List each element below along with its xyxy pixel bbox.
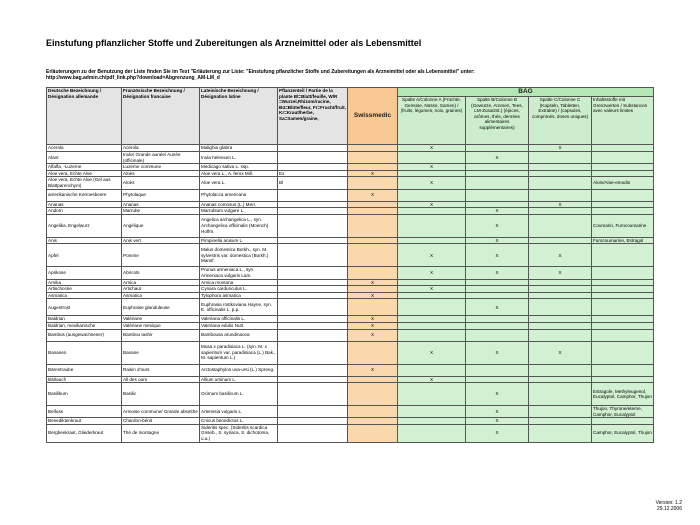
cell-de: Alfalfa, -Luzerne xyxy=(47,164,122,171)
cell-d xyxy=(592,189,654,201)
cell-lat: Arnica montana xyxy=(200,279,278,286)
cell-lat: Angelica archangelica L., syn. Archangelica officinalis (Moench) Hoffm. xyxy=(200,214,278,237)
cell-part xyxy=(278,383,348,406)
cell-part xyxy=(278,292,348,299)
cell-b xyxy=(466,316,529,323)
cell-part xyxy=(278,418,348,425)
cell-b xyxy=(466,164,529,171)
cell-b: X xyxy=(466,237,529,244)
cell-c xyxy=(529,214,592,237)
cell-d: Aloin/Aloe-emodin xyxy=(592,177,654,189)
cell-lat: Marrubium vulgare L. xyxy=(200,208,278,215)
cell-d xyxy=(592,292,654,299)
cell-sm: X xyxy=(348,322,398,329)
cell-a xyxy=(398,189,466,201)
table-row xyxy=(47,267,654,279)
cell-a: X xyxy=(398,145,466,152)
cell-part: Bl xyxy=(278,177,348,189)
cell-c xyxy=(529,170,592,177)
cell-b: X xyxy=(466,214,529,237)
cell-b xyxy=(466,286,529,293)
cell-c xyxy=(529,299,592,316)
cell-part: Ex xyxy=(278,170,348,177)
table-row xyxy=(47,286,654,293)
cell-lat: Valeriana officinalis L. xyxy=(200,316,278,323)
header-col-d: Inhaltsstoffe mit Grenzwerten / Substances avec valeurs limites xyxy=(592,97,654,145)
cell-part xyxy=(278,244,348,267)
classification-table xyxy=(46,87,654,443)
table-row xyxy=(47,299,654,316)
header-lat: Lateinische Bezeichnung / Désignation latine xyxy=(200,88,278,145)
table-row xyxy=(47,237,654,244)
table-row xyxy=(47,424,654,442)
cell-de: Aloe vera, Echte Aloe xyxy=(47,170,122,177)
cell-d xyxy=(592,299,654,316)
cell-de: Apfel xyxy=(47,244,122,267)
cell-b: X xyxy=(466,424,529,442)
header-fr: Französische Bezeichnung / Désignation francaise xyxy=(122,88,200,145)
cell-c: X xyxy=(529,201,592,208)
cell-sm xyxy=(348,164,398,171)
cell-part xyxy=(278,286,348,293)
cell-a: X xyxy=(398,201,466,208)
cell-fr: Armoise commune/ Grande absinthe xyxy=(122,406,200,418)
cell-fr: Bambou tashir xyxy=(122,329,200,341)
cell-b xyxy=(466,279,529,286)
cell-a xyxy=(398,152,466,164)
cell-c: X xyxy=(529,145,592,152)
cell-b xyxy=(466,292,529,299)
cell-fr: Aloès xyxy=(122,170,200,177)
cell-fr: Asmatica xyxy=(122,292,200,299)
cell-lat: Euphrasia rostkoviana Hayne, syn. E. officinalis L. p.p. xyxy=(200,299,278,316)
cell-part xyxy=(278,322,348,329)
cell-a xyxy=(398,364,466,376)
cell-c xyxy=(529,292,592,299)
cell-d: Thujon, Thyrone/eterne, Camphor, Eucalyptol xyxy=(592,406,654,418)
cell-sm: X xyxy=(348,364,398,376)
cell-d xyxy=(592,201,654,208)
cell-b: X xyxy=(466,406,529,418)
table-row xyxy=(47,406,654,418)
cell-c xyxy=(529,424,592,442)
cell-de: Bärentraube xyxy=(47,364,122,376)
table-row xyxy=(47,383,654,406)
table-row xyxy=(47,164,654,171)
table-row xyxy=(47,214,654,237)
cell-fr: Acérola xyxy=(122,145,200,152)
cell-d xyxy=(592,170,654,177)
cell-a xyxy=(398,292,466,299)
cell-sm xyxy=(348,418,398,425)
cell-lat: Ananas comosus (L.) Merr. xyxy=(200,201,278,208)
cell-sm xyxy=(348,383,398,406)
cell-a xyxy=(398,322,466,329)
cell-lat: Arctostaphylos uva-ursi (L.) Spreng. xyxy=(200,364,278,376)
cell-c: X xyxy=(529,341,592,364)
cell-fr: Ananas xyxy=(122,201,200,208)
table-row xyxy=(47,145,654,152)
table-row xyxy=(47,316,654,323)
cell-a xyxy=(398,237,466,244)
cell-c xyxy=(529,376,592,383)
table-row xyxy=(47,341,654,364)
cell-fr: Luzerne commune xyxy=(122,164,200,171)
cell-c xyxy=(529,329,592,341)
page-title: Einstufung pflanzlicher Stoffe und Zubereitungen als Arzneimittel oder als Lebensmittel xyxy=(46,38,422,48)
cell-c xyxy=(529,406,592,418)
cell-sm xyxy=(348,299,398,316)
cell-d xyxy=(592,329,654,341)
cell-c xyxy=(529,164,592,171)
cell-lat: Malighia glabra xyxy=(200,145,278,152)
cell-d xyxy=(592,208,654,215)
cell-fr: Angélique xyxy=(122,214,200,237)
cell-c xyxy=(529,322,592,329)
cell-b xyxy=(466,376,529,383)
cell-d xyxy=(592,164,654,171)
table-row xyxy=(47,364,654,376)
cell-fr: Thé de montagne xyxy=(122,424,200,442)
cell-a: X xyxy=(398,286,466,293)
cell-b: X xyxy=(466,299,529,316)
cell-a xyxy=(398,214,466,237)
cell-fr: Pomme xyxy=(122,244,200,267)
cell-lat: Medicago sativa L. ssp. xyxy=(200,164,278,171)
cell-b xyxy=(466,364,529,376)
cell-lat: Pimpinella anisum L. xyxy=(200,237,278,244)
cell-d xyxy=(592,316,654,323)
cell-b: X xyxy=(466,418,529,425)
cell-d xyxy=(592,322,654,329)
cell-c xyxy=(529,364,592,376)
intro-link[interactable]: http://www.bag.admin.ch/pdf_link.php?download=Abgrenzung_AM-LM_d xyxy=(46,75,220,81)
cell-de: Bananen xyxy=(47,341,122,364)
cell-sm xyxy=(348,214,398,237)
table-row xyxy=(47,170,654,177)
cell-part xyxy=(278,152,348,164)
cell-sm xyxy=(348,201,398,208)
cell-a xyxy=(398,329,466,341)
cell-c xyxy=(529,189,592,201)
cell-de: Asmatica xyxy=(47,292,122,299)
cell-a: X xyxy=(398,164,466,171)
cell-a xyxy=(398,316,466,323)
cell-sm: X xyxy=(348,170,398,177)
cell-de: Aloe vera, Echte Aloe (Gel aus Blattparenchym) xyxy=(47,177,122,189)
cell-a xyxy=(398,170,466,177)
cell-part xyxy=(278,364,348,376)
cell-de: Anis xyxy=(47,237,122,244)
cell-lat: Musa x paradisiaca L. (syn. M. x sapientum var. paradisiaca (L.) Bak., M. sapientum L.) xyxy=(200,341,278,364)
cell-de: Angelika, Engelwurz xyxy=(47,214,122,237)
cell-de: Beifuss xyxy=(47,406,122,418)
table-row xyxy=(47,244,654,267)
cell-d xyxy=(592,279,654,286)
cell-lat: Cnicus benedictus L. xyxy=(200,418,278,425)
table-row xyxy=(47,201,654,208)
cell-lat: Allium ursinum L. xyxy=(200,376,278,383)
cell-b xyxy=(466,329,529,341)
cell-fr: All des ours xyxy=(122,376,200,383)
cell-de: Bergbeekraut, Gliederkraut xyxy=(47,424,122,442)
cell-d: Estragole, Methyleugenol, Eucalyptol, Camphor, Thujon xyxy=(592,383,654,406)
cell-d xyxy=(592,145,654,152)
cell-part xyxy=(278,201,348,208)
cell-a xyxy=(398,299,466,316)
cell-sm xyxy=(348,267,398,279)
cell-fr: Aloès xyxy=(122,177,200,189)
cell-de: Ananas xyxy=(47,201,122,208)
cell-a: X xyxy=(398,341,466,364)
cell-lat: Prunus armeniaca L., syn. Armeniaca vulgaris Lam. xyxy=(200,267,278,279)
cell-c xyxy=(529,279,592,286)
cell-sm xyxy=(348,208,398,215)
cell-fr: Inule/ Grande aunée/ Aunée (officinale) xyxy=(122,152,200,164)
cell-b: X xyxy=(466,244,529,267)
cell-lat: Inula helenium L. xyxy=(200,152,278,164)
cell-part xyxy=(278,189,348,201)
cell-de: Bambus (ausgewachsener) xyxy=(47,329,122,341)
cell-part xyxy=(278,316,348,323)
cell-a: X xyxy=(398,376,466,383)
cell-c xyxy=(529,418,592,425)
header-part: Pflanzenteil / Partie de la plante Bl=Blatt/feuille, W/R =Wurzel,Rhizom/racine, Bü=Blüte/fleur, Fr=Frucht/fruit, Kr=Kraut/herbe, Sa=Samen/graine, xyxy=(278,88,348,145)
cell-de: Alant xyxy=(47,152,122,164)
table-row xyxy=(47,177,654,189)
cell-c xyxy=(529,177,592,189)
cell-d xyxy=(592,267,654,279)
table-row xyxy=(47,322,654,329)
cell-sm xyxy=(348,237,398,244)
cell-d: Coumarin, Furocoumarine xyxy=(592,214,654,237)
cell-b: X xyxy=(466,267,529,279)
cell-b: X xyxy=(466,152,529,164)
header-swissmedic: Swissmedic xyxy=(348,88,398,145)
cell-sm: X xyxy=(348,316,398,323)
version-label: Version: 1.2 xyxy=(655,500,682,506)
cell-b: X xyxy=(466,341,529,364)
cell-a xyxy=(398,424,466,442)
cell-fr: Chardon-bénit xyxy=(122,418,200,425)
cell-fr: Raisin d'ours xyxy=(122,364,200,376)
cell-fr: Valériane xyxy=(122,316,200,323)
cell-d xyxy=(592,244,654,267)
cell-lat: Aloe vera L., A. ferox Mill. xyxy=(200,170,278,177)
cell-de: Augentrost xyxy=(47,299,122,316)
header-col-b: Spalte B/Colonne B (Gewürze, Aromen, Tees, LM-Zusatzst.) (épices, arômes, thés, denrées alimentaires supplémentaires) xyxy=(466,97,529,145)
cell-b xyxy=(466,189,529,201)
cell-b xyxy=(466,170,529,177)
cell-part xyxy=(278,164,348,171)
cell-sm xyxy=(348,406,398,418)
cell-c xyxy=(529,316,592,323)
cell-sm xyxy=(348,145,398,152)
cell-sm xyxy=(348,424,398,442)
cell-de: Artischocke xyxy=(47,286,122,293)
cell-part xyxy=(278,341,348,364)
cell-lat: Tylophora asmatica xyxy=(200,292,278,299)
cell-sm xyxy=(348,152,398,164)
cell-fr: Basilic xyxy=(122,383,200,406)
cell-lat: Malus domestica Borkh., syn. M. sylvestris var. domestica (Borkh.) Mansf. xyxy=(200,244,278,267)
cell-lat: Aloe vera L. xyxy=(200,177,278,189)
cell-part xyxy=(278,406,348,418)
cell-fr: Euphraise glanduleuse xyxy=(122,299,200,316)
cell-d xyxy=(592,364,654,376)
version-date: 29.12.2006 xyxy=(656,506,682,512)
cell-d xyxy=(592,341,654,364)
cell-fr: Valériane mexique xyxy=(122,322,200,329)
cell-b xyxy=(466,201,529,208)
cell-de: Aprikose xyxy=(47,267,122,279)
cell-a xyxy=(398,383,466,406)
cell-de: Baldrian xyxy=(47,316,122,323)
cell-sm: X xyxy=(348,292,398,299)
cell-sm xyxy=(348,177,398,189)
cell-part xyxy=(278,237,348,244)
cell-c xyxy=(529,208,592,215)
cell-sm: X xyxy=(348,279,398,286)
cell-c xyxy=(529,286,592,293)
cell-a xyxy=(398,208,466,215)
cell-b xyxy=(466,145,529,152)
cell-lat: Cynara cardunculus L. xyxy=(200,286,278,293)
cell-b xyxy=(466,177,529,189)
table-row xyxy=(47,329,654,341)
cell-sm: X xyxy=(348,189,398,201)
table-row xyxy=(47,152,654,164)
cell-de: Arnika xyxy=(47,279,122,286)
cell-part xyxy=(278,424,348,442)
cell-a: X xyxy=(398,244,466,267)
cell-de: Benediktenkraut xyxy=(47,418,122,425)
cell-fr: Anis vert xyxy=(122,237,200,244)
cell-de: amerikanische Kermesbeere xyxy=(47,189,122,201)
cell-b: X xyxy=(466,383,529,406)
table-row xyxy=(47,418,654,425)
cell-part xyxy=(278,329,348,341)
table-row xyxy=(47,279,654,286)
cell-sm: X xyxy=(348,329,398,341)
cell-lat: Artemisia vulgaris L. xyxy=(200,406,278,418)
cell-lat: Phytolacca americana xyxy=(200,189,278,201)
cell-de: Baldrian, mexikanische xyxy=(47,322,122,329)
cell-d: Furocoumarine, Estragol xyxy=(592,237,654,244)
cell-a: X xyxy=(398,267,466,279)
table-row xyxy=(47,208,654,215)
cell-fr: Phytolaque xyxy=(122,189,200,201)
cell-de: Bärlauch xyxy=(47,376,122,383)
cell-a xyxy=(398,406,466,418)
cell-sm xyxy=(348,376,398,383)
cell-part xyxy=(278,267,348,279)
cell-part xyxy=(278,214,348,237)
cell-c: X xyxy=(529,267,592,279)
cell-sm xyxy=(348,341,398,364)
intro-line: Erläuterungen zu der Benutzung der Liste finden Sie im Text "Erläuterung zur Liste: "Einstufung pflanzlicher Stoffe und Zubereitungen als Arzneimittel oder als Lebensmittel" unter: xyxy=(46,69,475,75)
footer xyxy=(622,500,682,512)
cell-a xyxy=(398,418,466,425)
cell-sm xyxy=(348,244,398,267)
cell-part xyxy=(278,376,348,383)
cell-lat: Valeriana edulis Nutt. xyxy=(200,322,278,329)
cell-lat: Bambousa arundinacea xyxy=(200,329,278,341)
intro-text xyxy=(46,69,606,81)
cell-d: Camphor, Eucalyptol, Thujon xyxy=(592,424,654,442)
cell-de: Andorn xyxy=(47,208,122,215)
cell-fr: Artichaut xyxy=(122,286,200,293)
cell-fr: Marrube xyxy=(122,208,200,215)
cell-lat: Sideritis spec. (Sideritis scardica Griseb., S. syriaca, S. dichotoma, u.a.) xyxy=(200,424,278,442)
table-row xyxy=(47,376,654,383)
table-row xyxy=(47,292,654,299)
cell-d xyxy=(592,418,654,425)
cell-c: X xyxy=(529,244,592,267)
cell-b: X xyxy=(466,208,529,215)
cell-d xyxy=(592,376,654,383)
cell-fr: Arnica xyxy=(122,279,200,286)
cell-c xyxy=(529,383,592,406)
header-bag: BAG xyxy=(398,88,654,97)
cell-c xyxy=(529,237,592,244)
header-de: Deutsche Bezeichnung / Désignation allemande xyxy=(47,88,122,145)
cell-b xyxy=(466,322,529,329)
cell-part xyxy=(278,279,348,286)
cell-part xyxy=(278,145,348,152)
cell-d xyxy=(592,286,654,293)
cell-a xyxy=(398,279,466,286)
cell-part xyxy=(278,208,348,215)
cell-d xyxy=(592,152,654,164)
cell-fr: Abricots xyxy=(122,267,200,279)
table-row xyxy=(47,189,654,201)
cell-lat: Ocimum basilicum L. xyxy=(200,383,278,406)
cell-part xyxy=(278,299,348,316)
header-col-a: Spalte A/Colonne A (Früchte, Gemüse, Nüsse, Samen) / (fruits, légumes, noix, graines) xyxy=(398,97,466,145)
cell-fr: Banane xyxy=(122,341,200,364)
cell-a: X xyxy=(398,177,466,189)
cell-de: Acerola xyxy=(47,145,122,152)
cell-c xyxy=(529,152,592,164)
cell-de: Basilikum xyxy=(47,383,122,406)
header-col-c: Spalte C/Colonne C (Kapseln, Tabletten, Extrakte) / (capsules, comprimés, doses uniques) xyxy=(529,97,592,145)
cell-sm xyxy=(348,286,398,293)
